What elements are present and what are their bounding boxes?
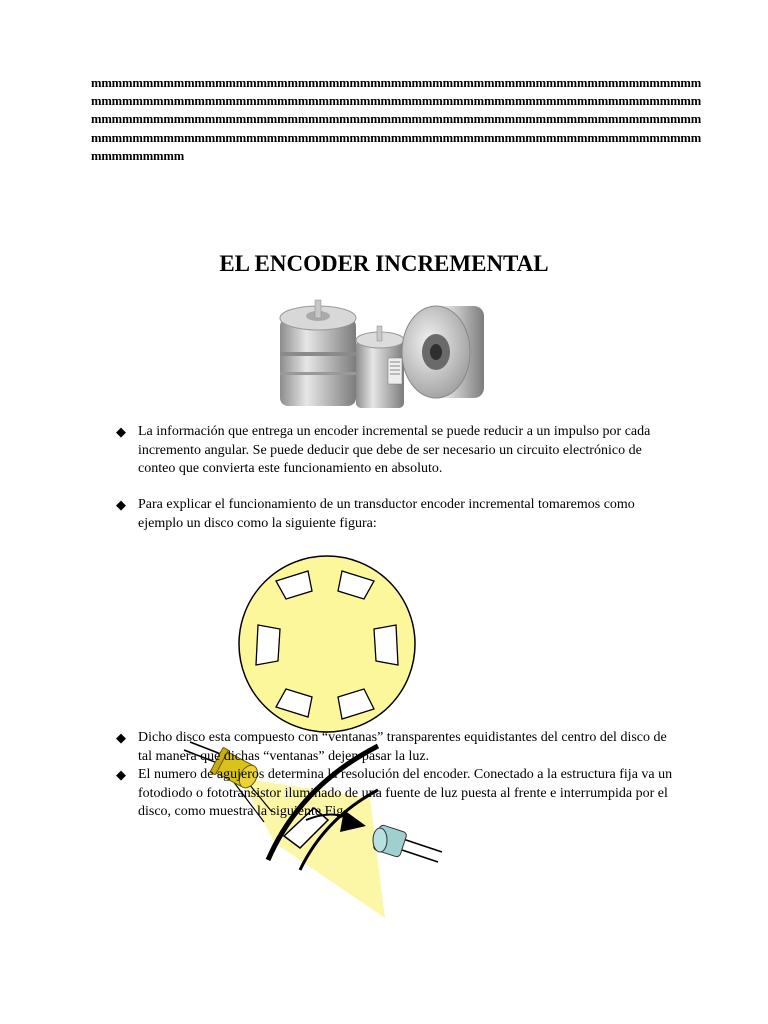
filler-text-block [91,74,702,165]
bullet-diamond-icon: ◆ [116,497,126,512]
filler-line: mmmmmmmmmmmmmmmmmmmmmmmmmmmmmmmmmmmmmmmmmmmmmmmmmmmmmmmmmmm [91,94,702,109]
bullet-text: Dicho disco esta compuesto con “ventanas” transparentes equidistantes del centro del disco de tal manera que dichas “ventanas” dejen pasar la luz. [138,730,667,764]
filler-line: mmmmmmmmmmmmmmmmmmmmmmmmmmmmmmmmmmmmmmmmmmmmmmmmmmmmmmmmmmm [91,130,702,145]
bullet-text: La información que entrega un encoder incremental se puede reducir a un impulso por cada incremento angular. Se puede deducir que debe de ser necesario un circuito electrónico de conteo que convierta este funcionamiento en absoluto. [138,424,651,476]
filler-line: mmmmmmmmmmmmmmmmmmmmmmmmmmmmmmmmmmmmmmmmmmmmmmmmmmmmmmmmmmm [91,112,702,127]
bullet-diamond-icon: ◆ [116,767,126,782]
bullet-diamond-icon: ◆ [116,730,126,745]
encoder-photo-icon [276,292,492,418]
filler-line: mmmmmmmmmmmmmmmmmmmmmmmmmmmmmmmmmmmmmmmmmmmmmmmmmmmmmmmmmmm [91,76,702,90]
page-title: EL ENCODER INCREMENTAL [219,251,549,276]
bullet-text: El numero de agujeros determina la resolución del encoder. Conectado a la estructura fija va un fotodiodo o fototransistor iluminado de una fuente de luz puesta al frente e interrumpida por el disco, como muestra la siguiente Fig. [138,767,673,819]
bullet-diamond-icon: ◆ [116,424,126,439]
encoder-disc-icon [236,553,418,735]
bullet-text: Para explicar el funcionamiento de un transductor encoder incremental tomaremos como ejemplo un disco como la siguiente figura: [138,497,635,531]
filler-line: mmmmmmmmm [91,148,185,163]
